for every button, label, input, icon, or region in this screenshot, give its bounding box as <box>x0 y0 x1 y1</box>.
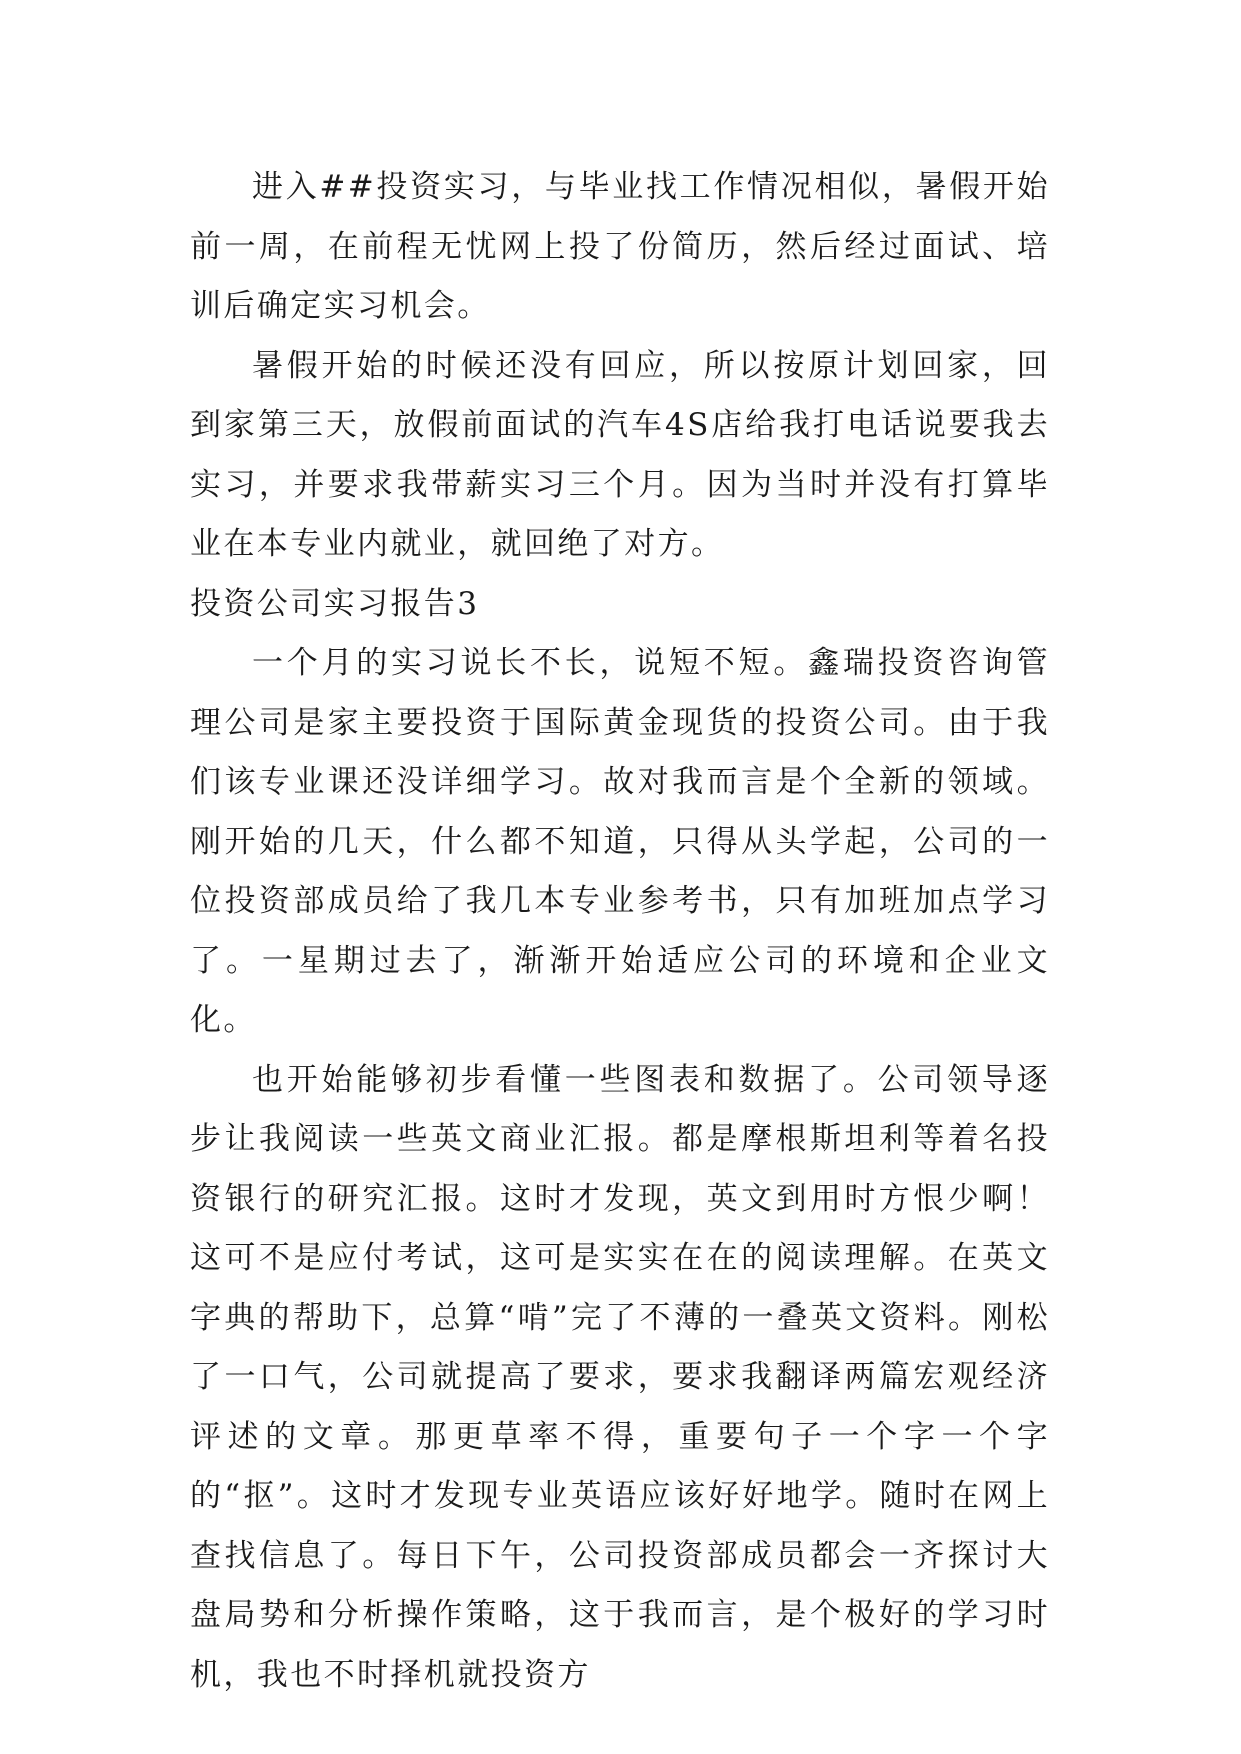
paragraph-summer-response: 暑假开始的时候还没有回应，所以按原计划回家，回到家第三天，放假前面试的汽车4S店给我打电话说要我去实习，并要求我带薪实习三个月。因为当时并没有打算毕业在本专业内就业，就回绝了对方。 <box>190 347 1050 562</box>
section-title: 投资公司实习报告3 <box>190 585 480 622</box>
paragraph-one-month-internship: 一个月的实习说长不长，说短不短。鑫瑞投资咨询管理公司是家主要投资于国际黄金现货的投资公司。由于我们该专业课还没详细学习。故对我而言是个全新的领域。刚开始的几天，什么都不知道，只得从头学起，公司的一位投资部成员给了我几本专业参考书，只有加班加点学习了。一星期过去了，渐渐开始适应公司的环境和企业文化。 <box>190 645 1050 1038</box>
document-body <box>190 158 1050 1705</box>
paragraph-reading-reports: 也开始能够初步看懂一些图表和数据了。公司领导逐步让我阅读一些英文商业汇报。都是摩根斯坦利等着名投资银行的研究汇报。这时才发现，英文到用时方恨少啊！这可不是应付考试，这可是实实在在的阅读理解。在英文字典的帮助下，总算“啃”完了不薄的一叠英文资料。刚松了一口气，公司就提高了要求，要求我翻译两篇宏观经济评述的文章。那更草率不得，重要句子一个字一个字的“抠”。这时才发现专业英语应该好好地学。随时在网上查找信息了。每日下午，公司投资部成员都会一齐探讨大盘局势和分析操作策略，这于我而言，是个极好的学习时机，我也不时择机就投资方 <box>190 1061 1050 1693</box>
paragraph-internship-entry: 进入##投资实习，与毕业找工作情况相似，暑假开始前一周，在前程无忧网上投了份简历，然后经过面试、培训后确定实习机会。 <box>190 169 1050 324</box>
